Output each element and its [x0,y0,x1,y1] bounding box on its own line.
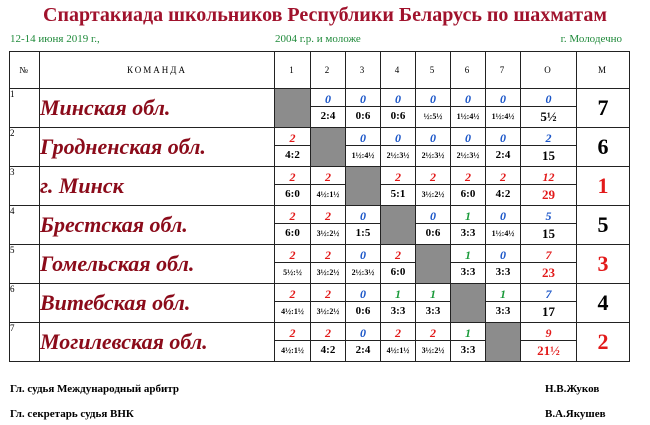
game-score: 15 [521,145,576,165]
match-cell [346,284,381,323]
row-number: 1 [10,89,40,128]
match-score: 3:3 [451,340,485,360]
match-score: 3:3 [486,301,520,321]
match-points: 1 [465,326,471,340]
total-cell [521,245,577,284]
match-cell [275,167,311,206]
place-value: 1 [577,167,630,206]
match-points: 2 [325,209,331,223]
match-cell [275,206,311,245]
match-points: 0 [395,92,401,106]
match-cell [275,245,311,284]
match-score: 3½:2½ [311,262,345,282]
match-cell [416,128,451,167]
match-points: 2 [465,170,471,184]
match-cell [416,206,451,245]
match-cell [416,323,451,362]
col-header-round: 5 [416,52,451,89]
match-score: 3:3 [451,223,485,243]
match-points: 2 [289,248,296,262]
col-header-round: 3 [346,52,381,89]
match-cell [381,323,416,362]
table-row [10,89,630,128]
match-points: 0 [360,326,366,340]
match-points: 0 [500,248,506,262]
team-name: г. Минск [40,167,275,206]
match-points: 0 [360,131,366,145]
place-value: 2 [577,323,630,362]
match-points: 0 [360,209,366,223]
match-cell [486,245,521,284]
match-points: 1 [395,287,401,301]
team-name: Гомельская обл. [40,245,275,284]
place-value: 3 [577,245,630,284]
match-cell [416,89,451,128]
match-score: 3½:2½ [311,223,345,243]
match-cell [486,128,521,167]
match-points: 1 [500,287,506,301]
match-points: 0 [430,131,436,145]
game-score: 5½ [521,106,576,126]
game-score: 23 [521,262,576,282]
match-points: 2 [289,209,296,223]
match-score: 1½:4½ [486,106,520,126]
match-cell [381,167,416,206]
match-points: 1 [465,209,471,223]
game-score: 15 [521,223,576,243]
match-cell [381,245,416,284]
match-cell [451,323,486,362]
match-cell [416,284,451,323]
chief-judge-label: Гл. судья Международный арбитр [10,383,180,395]
age-group: 2004 г.р. и моложе [275,33,361,45]
match-points: 2 [325,326,331,340]
match-points: 0 [500,209,506,223]
total-cell [521,89,577,128]
match-score: 0:6 [346,301,380,321]
match-score: 3:3 [486,262,520,282]
match-score: 0:6 [416,223,450,243]
match-score: 4½:1½ [381,340,415,360]
match-score: 6:0 [275,223,310,243]
game-score: 29 [521,184,576,204]
self-cell [381,206,416,245]
match-cell [346,128,381,167]
match-points: 2 [289,170,296,184]
row-number: 3 [10,167,40,206]
self-cell [275,89,311,128]
col-header-round: 2 [311,52,346,89]
match-points: 2 [289,326,296,340]
game-score: 21½ [521,340,576,360]
match-cell [275,128,311,167]
match-score: 3½:2½ [311,301,345,321]
match-cell [486,89,521,128]
match-points: 2 [395,248,401,262]
table-row [10,206,630,245]
team-name: Витебская обл. [40,284,275,323]
match-score: 3½:2½ [416,340,450,360]
match-score: 4:2 [275,145,310,165]
match-cell [275,323,311,362]
match-cell [486,206,521,245]
match-cell [381,128,416,167]
col-header-team: КОМАНДА [40,52,275,89]
table-row [10,128,630,167]
match-points: 0 [430,92,436,106]
place-value: 6 [577,128,630,167]
match-cell [311,89,346,128]
match-score: 2½:3½ [451,145,485,165]
match-cell [346,245,381,284]
match-cell [451,89,486,128]
match-points: 2 [325,248,331,262]
total-points: 7 [545,248,552,262]
chief-judge-name: Н.В.Жуков [545,383,600,395]
match-cell [451,245,486,284]
place-value: 4 [577,284,630,323]
self-cell [451,284,486,323]
match-score: 2:4 [346,340,380,360]
match-score: 1½:4½ [451,106,485,126]
match-score: 0:6 [381,106,415,126]
match-points: 0 [465,92,471,106]
self-cell [416,245,451,284]
match-cell [275,284,311,323]
total-cell [521,128,577,167]
event-dates: 12-14 июня 2019 г., [10,33,100,45]
match-points: 1 [430,287,436,301]
match-cell [346,89,381,128]
col-header-num: № [10,52,40,89]
match-score: 5:1 [381,184,415,204]
match-points: 0 [500,92,506,106]
match-points: 0 [430,209,436,223]
col-header-points: О [521,52,577,89]
match-score: 2½:3½ [346,262,380,282]
row-number: 2 [10,128,40,167]
total-cell [521,167,577,206]
total-cell [521,206,577,245]
team-name: Брестская обл. [40,206,275,245]
match-points: 0 [395,131,401,145]
total-points: 12 [542,170,555,184]
self-cell [486,323,521,362]
game-score: 17 [521,301,576,321]
match-cell [311,323,346,362]
match-score: 6:0 [451,184,485,204]
match-cell [416,167,451,206]
self-cell [346,167,381,206]
match-cell [451,128,486,167]
place-value: 5 [577,206,630,245]
match-score: 5½:½ [275,262,310,282]
match-points: 0 [360,92,366,106]
match-points: 2 [430,170,436,184]
match-cell [381,89,416,128]
match-score: 4:2 [486,184,520,204]
match-score: 4½:1½ [275,301,310,321]
match-cell [346,323,381,362]
col-header-round: 4 [381,52,416,89]
match-score: 0:6 [346,106,380,126]
team-name: Минская обл. [40,89,275,128]
event-city: г. Молодечно [560,33,622,45]
match-cell [486,284,521,323]
match-score: 3:3 [381,301,415,321]
table-row [10,245,630,284]
match-score: 3:3 [416,301,450,321]
match-score: 4:2 [311,340,345,360]
chief-secretary-label: Гл. секретарь судья ВНК [10,408,134,420]
match-cell [381,284,416,323]
table-row [10,284,630,323]
chief-secretary-name: В.А.Якушев [545,408,606,420]
match-points: 2 [395,326,401,340]
match-score: 2:4 [486,145,520,165]
match-points: 2 [395,170,401,184]
page-title: Спартакиада школьников Республики Беларусь по шахматам [43,4,607,26]
col-header-round: 7 [486,52,521,89]
match-score: 3:3 [451,262,485,282]
total-points: 7 [545,287,552,301]
match-points: 2 [289,287,296,301]
col-header-place: М [577,52,630,89]
match-cell [451,167,486,206]
col-header-round: 6 [451,52,486,89]
match-score: 2½:3½ [381,145,415,165]
match-cell [311,284,346,323]
total-points: 9 [545,326,552,340]
place-value: 7 [577,89,630,128]
match-points: 2 [325,170,331,184]
match-score: 3½:2½ [416,184,450,204]
match-points: 2 [289,131,296,145]
match-points: 0 [465,131,471,145]
team-name: Могилевская обл. [40,323,275,362]
total-points: 0 [545,92,552,106]
match-cell [311,245,346,284]
match-score: 4½:1½ [275,340,310,360]
match-score: 6:0 [381,262,415,282]
match-points: 2 [500,170,506,184]
match-points: 0 [500,131,506,145]
match-cell [311,167,346,206]
total-points: 2 [545,131,552,145]
team-name: Гродненская обл. [40,128,275,167]
table-row [10,167,630,206]
match-cell [346,206,381,245]
match-points: 0 [360,248,366,262]
col-header-round: 1 [275,52,311,89]
match-score: 1:5 [346,223,380,243]
table-row [10,323,630,362]
row-number: 5 [10,245,40,284]
match-score: 2½:3½ [416,145,450,165]
total-points: 5 [545,209,552,223]
row-number: 4 [10,206,40,245]
crosstable [9,51,630,362]
match-score: 4½:1½ [311,184,345,204]
match-score: 1½:4½ [346,145,380,165]
match-points: 1 [465,248,471,262]
match-points: 0 [325,92,331,106]
match-cell [486,167,521,206]
match-points: 0 [360,287,366,301]
match-cell [451,206,486,245]
row-number: 6 [10,284,40,323]
total-cell [521,284,577,323]
match-cell [311,206,346,245]
match-score: 6:0 [275,184,310,204]
match-points: 2 [430,326,436,340]
header-row [10,52,630,89]
self-cell [311,128,346,167]
total-cell [521,323,577,362]
match-score: 2:4 [311,106,345,126]
match-score: 1½:4½ [486,223,520,243]
match-points: 2 [325,287,331,301]
row-number: 7 [10,323,40,362]
match-score: ½:5½ [416,106,450,126]
